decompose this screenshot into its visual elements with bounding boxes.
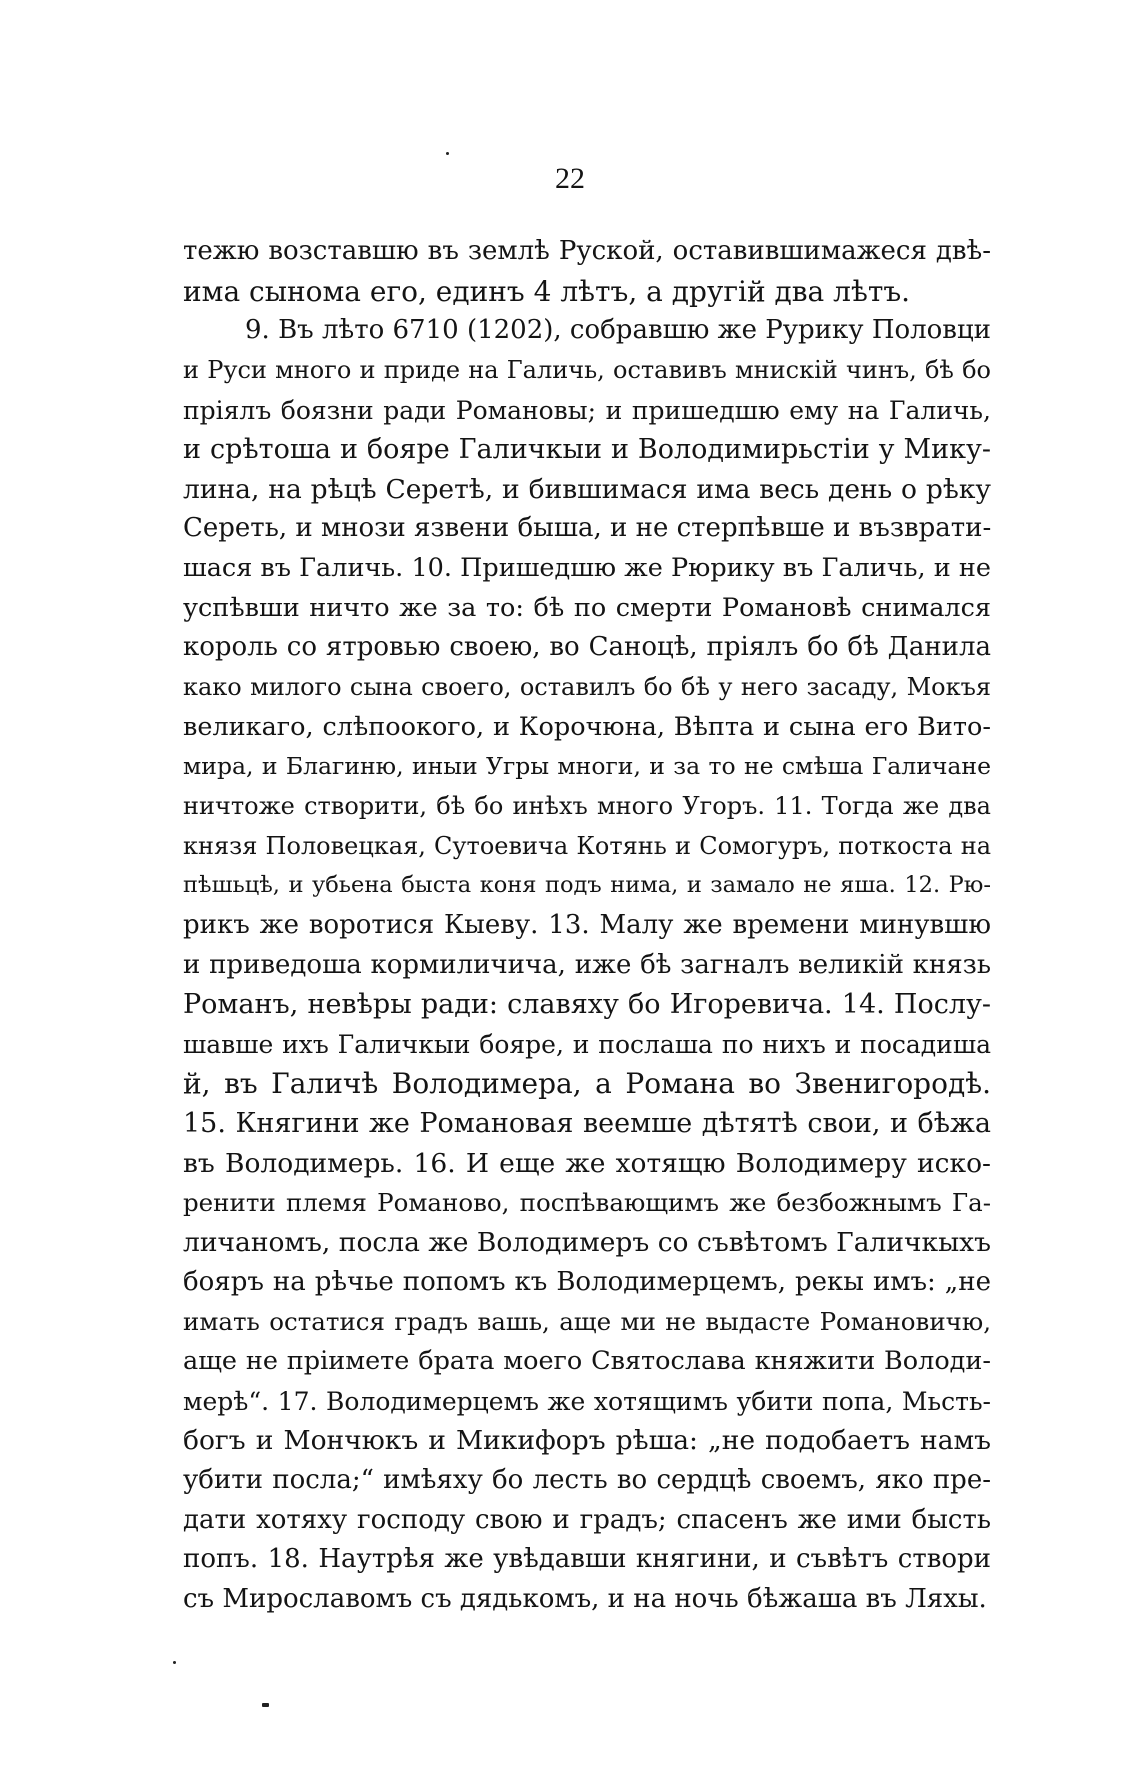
text-line: мира, и Благиню, иныи Угры многи, и за то не смѣша Галичане	[183, 752, 991, 781]
text-line: дати хотяху господу свою и градъ; спасенъ же ими бысть	[183, 1504, 991, 1535]
text-line: князя Половецкая, Сутоевича Котянь и Сомогуръ, поткоста на	[183, 831, 991, 860]
text-line: пріялъ боязни ради Романовы; и пришедшю ему на Галичь,	[183, 395, 991, 425]
body-text	[183, 232, 991, 1619]
text-line: попъ. 18. Наутрѣя же увѣдавши княгини, и съвѣтъ створи	[183, 1544, 991, 1575]
text-line: аще не пріимете брата моего Святослава княжити Володи-	[183, 1345, 991, 1376]
text-line: 15. Княгини же Романовая веемше дѣтятѣ свои, и бѣжа	[183, 1108, 991, 1140]
text-line: и приведоша кормиличича, иже бѣ загналъ великій князь	[183, 949, 991, 980]
text-line: Романъ, невѣры ради: славяху бо Игоревича. 14. Послу-	[183, 989, 991, 1021]
text-line: 9. Въ лѣто 6710 (1202), собравшю же Рурику Половци	[245, 315, 991, 346]
text-line: мерѣ“. 17. Володимерцемъ же хотящимъ убити попа, Мьсть-	[183, 1386, 991, 1416]
text-line: тежю возставшю въ землѣ Руской, оставившимажеся двѣ-	[183, 236, 991, 266]
text-line: шавше ихъ Галичкыи бояре, и послаша по нихъ и посадиша	[183, 1029, 991, 1059]
text-line: успѣвши ничто же за то: бѣ по смерти Романовѣ снимался	[183, 592, 991, 623]
text-line: й, въ Галичѣ Володимера, а Романа во Звенигородѣ.	[183, 1067, 991, 1101]
scan-speck	[262, 1703, 269, 1707]
text-line: и срѣтоша и бояре Галичкыи и Володимирьстіи у Мику-	[183, 434, 991, 466]
scan-speck	[446, 152, 449, 155]
text-line: има сынома его, единъ 4 лѣтъ, а другій два лѣтъ.	[183, 274, 911, 308]
text-line: личаномъ, посла же Володимеръ со съвѣтомъ Галичкыхъ	[183, 1227, 991, 1259]
text-line: лина, на рѣцѣ Серетѣ, и бившимася има весь день о рѣку	[183, 473, 991, 505]
text-line: пѣшьцѣ, и убьена быста коня подъ нима, и замало не яша. 12. Рю-	[183, 872, 991, 899]
page-number: 22	[555, 162, 585, 195]
text-line: и Руси много и приде на Галичь, оставивъ мнискій чинъ, бѣ бо	[183, 355, 991, 384]
text-line: въ Володимерь. 16. И еще же хотящю Володимеру иско-	[183, 1147, 991, 1179]
scan-speck	[173, 1661, 176, 1664]
text-line: ничтоже створити, бѣ бо инѣхъ много Угоръ. 11. Тогда же два	[183, 791, 991, 820]
text-line: великаго, слѣпоокого, и Корочюна, Вѣпта и сына его Вито-	[183, 711, 991, 742]
text-line: богъ и Мончюкъ и Микифоръ рѣша: „не подобаетъ намъ	[183, 1425, 991, 1457]
text-line: шася въ Галичь. 10. Пришедшю же Рюрику въ Галичь, и не	[183, 553, 991, 584]
text-line: король со ятровью своею, во Саноцѣ, пріялъ бо бѣ Данила	[183, 632, 991, 663]
text-line: Сереть, и мнози язвени быша, и не стерпѣвше и възврати-	[183, 513, 992, 544]
text-line: съ Мирославомъ съ дядькомъ, и на ночь бѣжаша въ Ляхы.	[183, 1583, 987, 1614]
text-line: ренити племя Романово, поспѣвающимъ же безбожнымъ Га-	[183, 1188, 991, 1218]
text-line: бояръ на рѣчье попомъ къ Володимерцемъ, рекы имъ: „не	[183, 1266, 991, 1297]
text-line: убити посла;“ имѣяху бо лесть во сердцѣ своемъ, яко пре-	[183, 1464, 991, 1495]
text-line: рикъ же воротися Кыеву. 13. Малу же времени минувшю	[183, 909, 991, 940]
text-line: имать остатися градъ вашь, аще ми не выдасте Романовичю,	[183, 1307, 991, 1337]
text-line: како милого сына своего, оставилъ бо бѣ у него засаду, Мокъя	[183, 673, 991, 702]
